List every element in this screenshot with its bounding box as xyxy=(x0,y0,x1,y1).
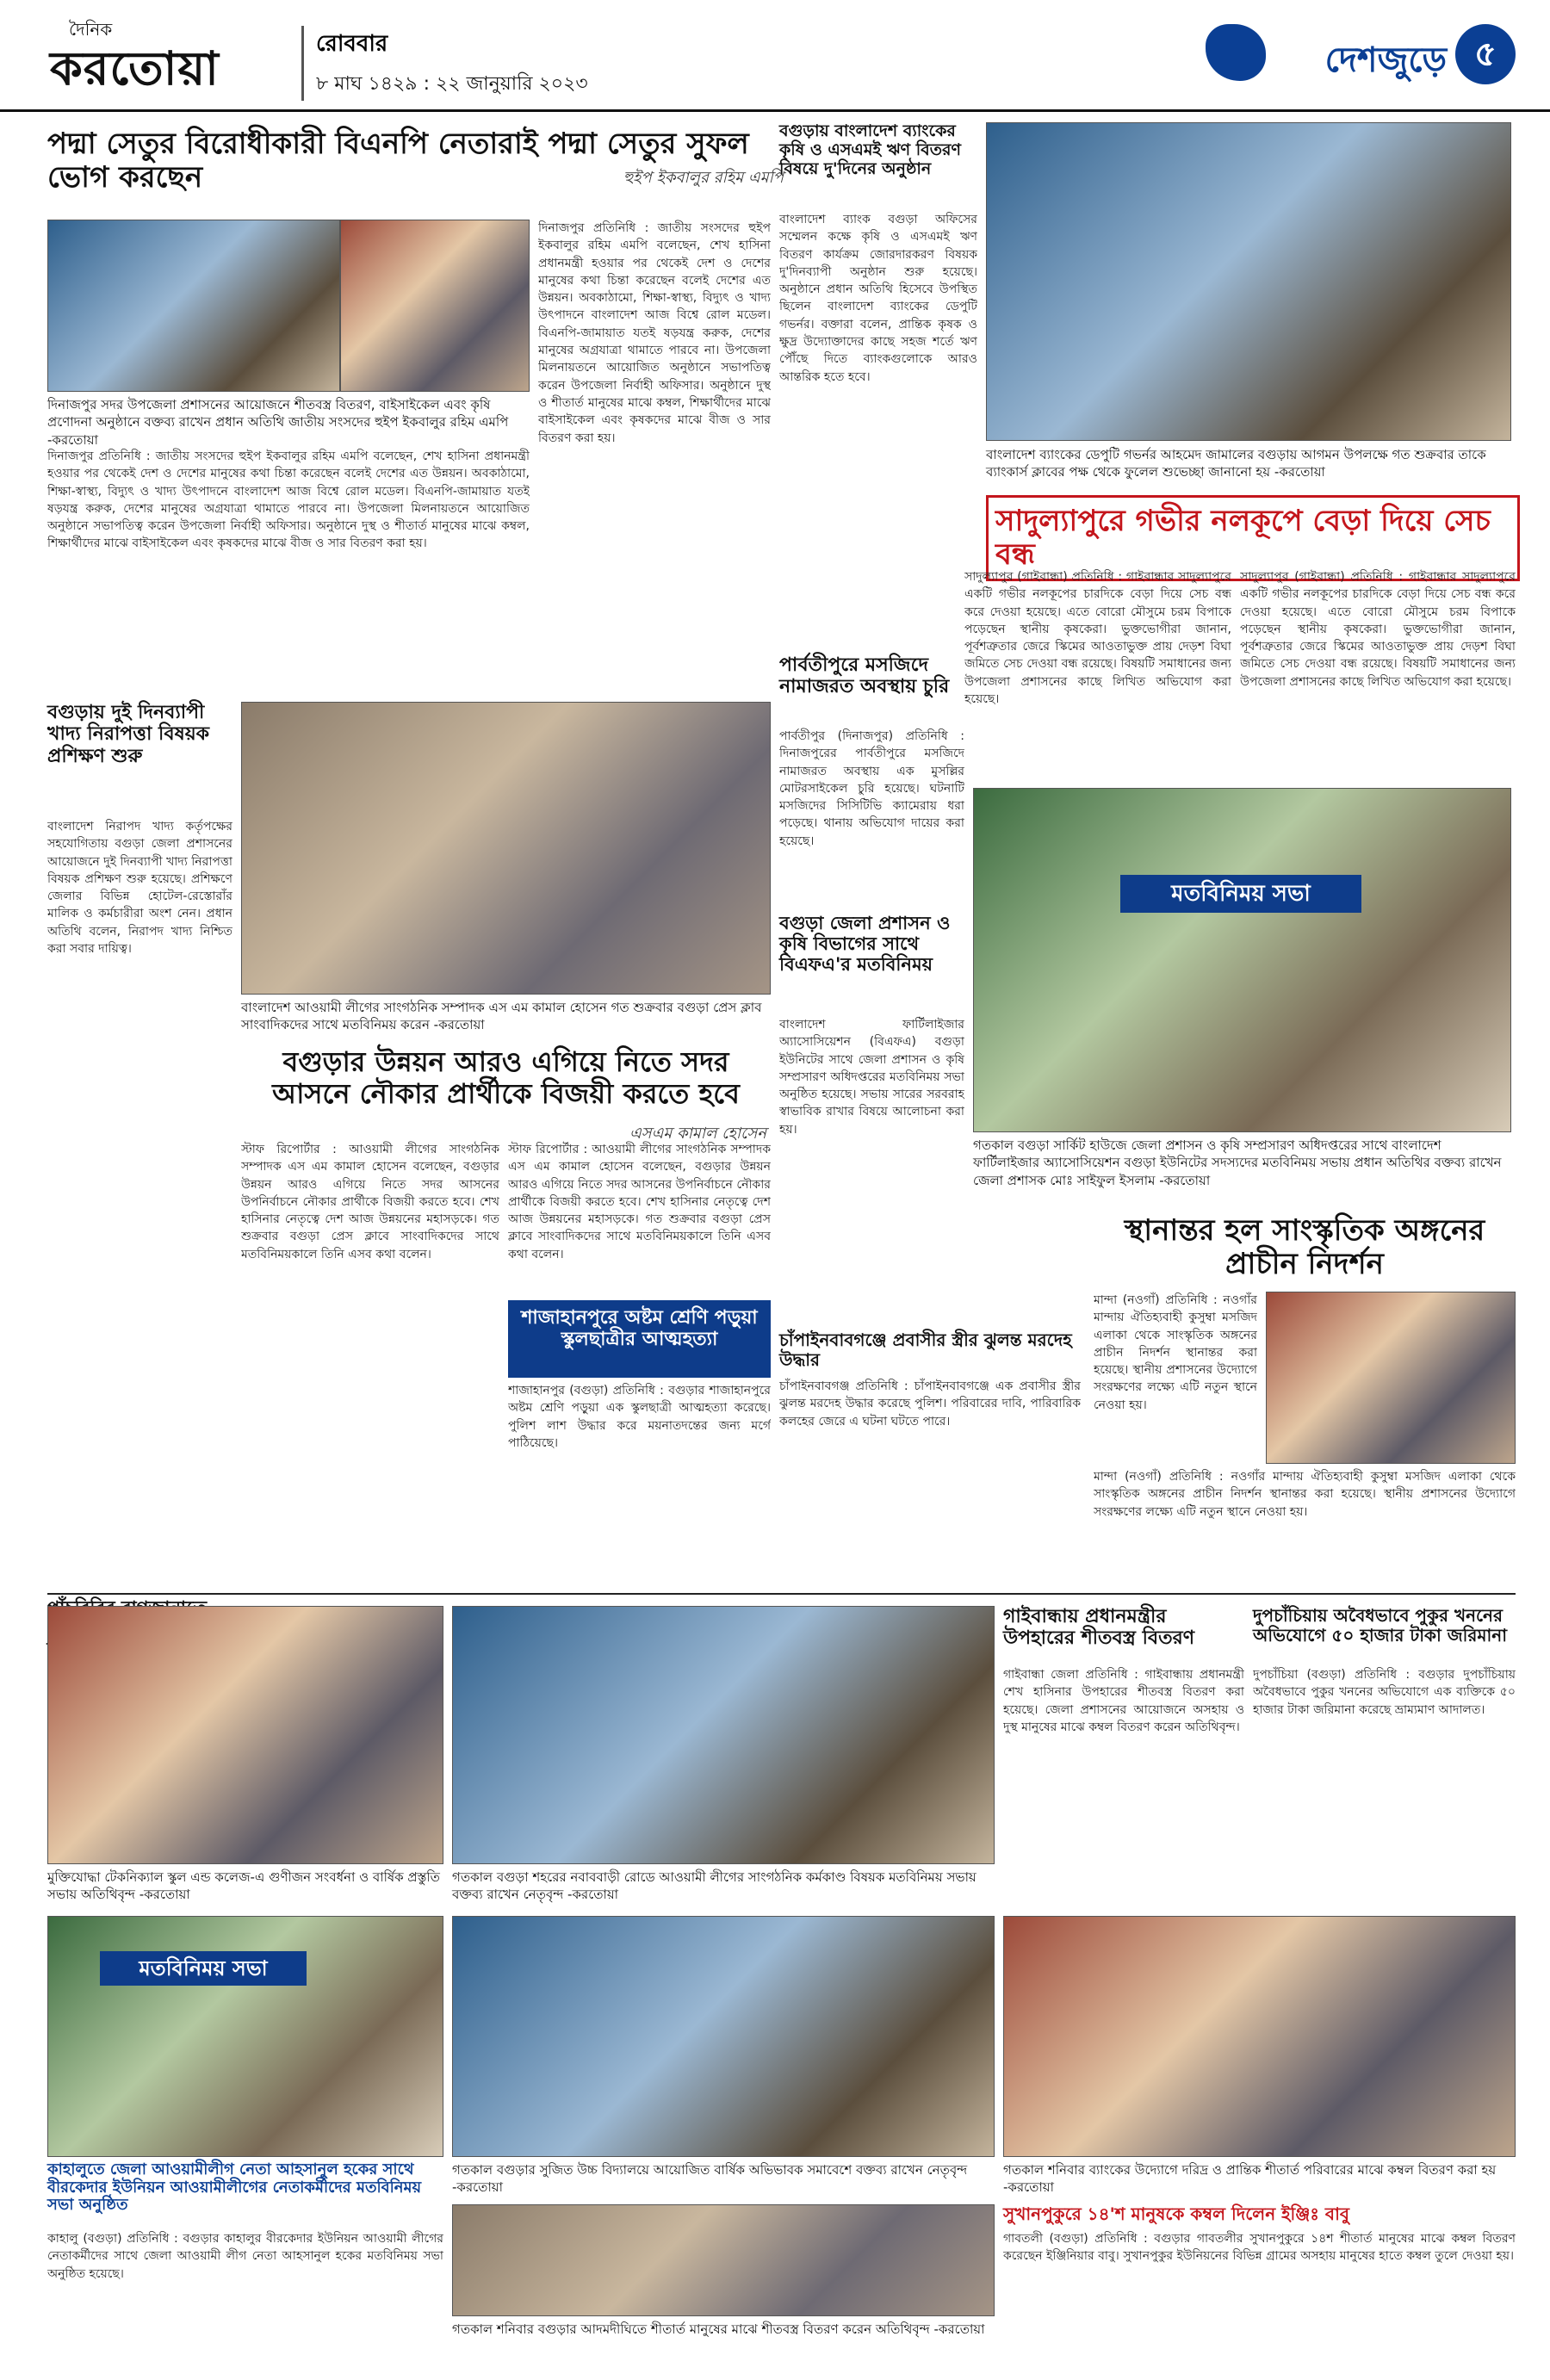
bottom-right-body: গাবতলী (বগুড়া) প্রতিনিধি : বগুড়ার গাবতলীর সুখানপুকুরে ১৪শ শীতার্ত মানুষের মাঝে কম্বল বিতরণ করেছেন ইঞ্জিনিয়ার বাবু। সুখানপুকুর ইউনিয়নের বিভিন্ন গ্রামের অসহায় মানুষের হাতে কম্বল তুলে দেওয়া হয়। xyxy=(1003,2232,1516,2264)
section-divider xyxy=(47,1593,1516,1595)
kamrul-caption: মুক্তিযোদ্ধা টেকনিক্যাল স্কুল এন্ড কলেজ-এ গুণীজন সংবর্ধনা ও বার্ষিক প্রস্তুতি সভায় অতিথিবৃন্দ -করতোয়া xyxy=(47,1869,440,1903)
school-photo xyxy=(452,1916,995,2157)
lead-body: দিনাজপুর প্রতিনিধি : জাতীয় সংসদের হুইপ ইকবালুর রহিম এমপি বলেছেন, শেখ হাসিনা প্রধানমন্ত্রী হওয়ার পর থেকেই দেশ ও দেশের মানুষের কথা চিন্তা করেছেন বলেই দেশের এত উন্নয়ন। অবকাঠামো, শিক্ষা-স্বাস্থ্য, বিদ্যুৎ ও খাদ্য উৎপাদনে বাংলাদেশ আজ বিশ্বে রোল মডেল। বিএনপি-জামায়াত যতই ষড়যন্ত্র করুক, দেশের মানুষের অগ্রযাত্রা থামাতে পারবে না। উপজেলা মিলনায়তনে আয়োজিত অনুষ্ঠানে সভাপতিত্ব করেন উপজেলা নির্বাহী অফিসার। অনুষ্ঠানে দুস্থ ও শীতার্ত মানুষের মাঝে কম্বল, শিক্ষার্থীদের মাঝে বাইসাইকেল এবং কৃষকদের মাঝে বীজ ও সার বিতরণ করা হয়। xyxy=(47,449,530,551)
shajahanpur-body: শাজাহানপুর (বগুড়া) প্রতিনিধি : বগুড়ার শাজাহানপুরে অষ্টম শ্রেণি পড়ুয়া এক স্কুলছাত্রী আত্মহত্যা করেছে। পুলিশ লাশ উদ্ধার করে ময়নাতদন্তের জন্য মর্গে পাঠিয়েছে। xyxy=(508,1384,771,1450)
sadullapur-headline: সাদুল্যাপুরে গভীর নলকূপে বেড়া দিয়ে সেচ বন্ধ xyxy=(986,495,1520,581)
kamal-byline: এসএম কামাল হোসেন xyxy=(629,1125,766,1143)
bank-body: বাংলাদেশ ব্যাংক বগুড়া অফিসের সম্মেলন কক্ষে কৃষি ও এসএমই ঋণ বিতরণ কার্যক্রম জোরদারকরণ বিষয়ক দু'দিনব্যাপী অনুষ্ঠান শুরু হয়েছে। অনুষ্ঠানে প্রধান অতিথি হিসেবে উপস্থিত ছিলেন বাংলাদেশ ব্যাংকের ডেপুটি গভর্নর। বক্তারা বলেন, প্রান্তিক কৃষক ও ক্ষুদ্র উদ্যোক্তাদের কাছে সহজ শর্তে ঋণ পৌঁছে দিতে ব্যাংকগুলোকে আরও আন্তরিক হতে হবে। xyxy=(779,213,977,384)
newspaper-logo-small: দৈনিক xyxy=(69,19,113,40)
lead-byline: হুইপ ইকবালুর রহিম এমপি xyxy=(623,169,784,187)
parbatipur-headline: পার্বতীপুরে মসজিদে নামাজরত অবস্থায় চুরি xyxy=(779,654,950,698)
dhunat-caption: গতকাল বগুড়া শহরের নবাববাড়ী রোডে আওয়ামী লীগের সাংগঠনিক কর্মকাণ্ড বিষয়ক মতবিনিময় সভায় বক্তব্য রাখেন নেতৃবৃন্দ -করতোয়া xyxy=(452,1869,976,1903)
bank-headline: বগুড়ায় বাংলাদেশ ব্যাংকের কৃষি ও এসএমই ঋণ বিতরণ বিষয়ে দু'দিনের অনুষ্ঠান xyxy=(779,121,961,178)
bogura-admin-headline: বগুড়া জেলা প্রশাসন ও কৃষি বিভাগের সাথে বিএফএ'র মতবিনিময় xyxy=(779,912,951,976)
parbatipur-body: পার্বতীপুর (দিনাজপুর) প্রতিনিধি : দিনাজপুরের পার্বতীপুরে মসজিদে নামাজরত অবস্থায় এক মুসল্লির মোটরসাইকেল চুরি হয়েছে। ঘটনাটি মসজিদের সিসিটিভি ক্যামেরায় ধরা পড়েছে। থানায় অভিযোগ দায়ের করা হয়েছে। xyxy=(779,729,964,848)
kamal-body-2: স্টাফ রিপোর্টার : আওয়ামী লীগের সাংগঠনিক সম্পাদক এস এম কামাল হোসেন বলেছেন, বগুড়ার উন্নয়ন আরও এগিয়ে নিতে সদর আসনের উপনির্বাচনে নৌকার প্রার্থীকে বিজয়ী করতে হবে। শেখ হাসিনার নেতৃত্বে দেশ আজ উন্নয়নের মহাসড়কে। গত শুক্রবার বগুড়া প্রেস ক্লাবে সাংবাদিকদের সাথে মতবিনিময়কালে তিনি এসব কথা বলেন। xyxy=(508,1143,771,1261)
lead-caption: দিনাজপুর সদর উপজেলা প্রশাসনের আয়োজনে শীতবস্ত্র বিতরণ, বাইসাইকেল এবং কৃষি প্রণোদনা অনুষ্ঠানে বক্তব্য রাখেন প্রধান অতিথি জাতীয় সংসদের হুইপ ইকবালুর রহিম এমপি -করতোয়া xyxy=(47,397,509,448)
page-number: ৫ xyxy=(1455,24,1516,84)
durgapur-body: দুপচাঁচিয়া (বগুড়া) প্রতিনিধি : বগুড়ার দুপচাঁচিয়ায় অবৈধভাবে পুকুর খননের অভিযোগে এক ব্যক্তিকে ৫০ হাজার টাকা জরিমানা করেছে ভ্রাম্যমাণ আদালত। xyxy=(1253,1668,1516,1717)
press-club-photo xyxy=(241,702,771,995)
blanket-caption: গতকাল শনিবার ব্যাংকের উদ্যোগে দরিদ্র ও প্রান্তিক শীতার্ত পরিবারের মাঝে কম্বল বিতরণ করা হয় -করতোয়া xyxy=(1003,2162,1497,2196)
lead-photo-audience xyxy=(47,220,340,392)
sadullapur-body: সাদুল্যাপুর (গাইবান্ধা) প্রতিনিধি : গাইবান্ধার সাদুল্যাপুরে একটি গভীর নলকূপের চারদিকে বেড়া দিয়ে সেচ বন্ধ করে দেওয়া হয়েছে। এতে বোরো মৌসুমে চরম বিপাকে পড়েছেন স্থানীয় কৃষকেরা। ভুক্তভোগীরা জানান, পূর্বশত্রুতার জেরে স্কিমের আওতাভুক্ত প্রায় দেড়শ বিঘা জমিতে সেচ দেওয়া বন্ধ রয়েছে। বিষয়টি সমাধানের জন্য উপজেলা প্রশাসনের কাছে লিখিত অভিযোগ করা হয়েছে। xyxy=(964,570,1231,707)
section-title: দেশজুড়ে xyxy=(1324,40,1447,80)
kamal-body: স্টাফ রিপোর্টার : আওয়ামী লীগের সাংগঠনিক সম্পাদক এস এম কামাল হোসেন বলেছেন, বগুড়ার উন্নয়ন আরও এগিয়ে নিতে সদর আসনের উপনির্বাচনে নৌকার প্রার্থীকে বিজয়ী করতে হবে। শেখ হাসিনার নেতৃত্বে দেশ আজ উন্নয়নের মহাসড়কে। গত শুক্রবার বগুড়া প্রেস ক্লাবে সাংবাদিকদের সাথে মতবিনিময়কালে তিনি এসব কথা বলেন। xyxy=(241,1143,499,1261)
kamal-headline: বগুড়ার উন্নয়ন আরও এগিয়ে নিতে সদর আসনে নৌকার প্রার্থীকে বিজয়ী করতে হবে xyxy=(272,1045,740,1110)
bogura-admin-body: বাংলাদেশ ফার্টিলাইজার অ্যাসোসিয়েশন (বিএফএ) বগুড়া ইউনিটের সাথে জেলা প্রশাসন ও কৃষি সম্প্রসারণ অধিদপ্তরের মতবিনিময় সভা অনুষ্ঠিত হয়েছে। সভায় সারের সরবরাহ স্বাভাবিক রাখার বিষয়ে আলোচনা করা হয়। xyxy=(779,1018,964,1137)
blanket-photo xyxy=(1003,1916,1516,2157)
durgapur-headline: দুপচাঁচিয়ায় অবৈধভাবে পুকুর খননের অভিযোগে ৫০ হাজার টাকা জরিমানা xyxy=(1253,1605,1508,1646)
naogaon-body: মান্দা (নওগাঁ) প্রতিনিধি : নওগাঁর মান্দায় ঐতিহ্যবাহী কুসুম্বা মসজিদ এলাকা থেকে সাংস্কৃতিক অঙ্গনের প্রাচীন নিদর্শন স্থানান্তর করা হয়েছে। স্থানীয় প্রশাসনের উদ্যোগে সংরক্ষণের লক্ষ্যে এটি নতুন স্থানে নেওয়া হয়। xyxy=(1094,1293,1257,1412)
food-safety-body: বাংলাদেশ নিরাপদ খাদ্য কর্তৃপক্ষের সহযোগিতায় বগুড়া জেলা প্রশাসনের আয়োজনে দুই দিনব্যাপী খাদ্য নিরাপত্তা বিষয়ক প্রশিক্ষণ শুরু হয়েছে। প্রশিক্ষণে জেলার বিভিন্ন হোটেল-রেস্তোরাঁর মালিক ও কর্মচারীরা অংশ নেন। প্রধান অতিথি বলেন, নিরাপদ খাদ্য নিশ্চিত করা সবার দায়িত্ব। xyxy=(47,820,232,957)
school-caption: গতকাল বগুড়ার সুজিত উচ্চ বিদ্যালয়ে আয়োজিত বার্ষিক অভিভাবক সমাবেশে বক্তব্য রাখেন নেতৃবৃন্দ -করতোয়া xyxy=(452,2162,968,2196)
food-safety-headline: বগুড়ায় দুই দিনব্যাপী খাদ্য নিরাপত্তা বিষয়ক প্রশিক্ষণ শুরু xyxy=(47,701,210,767)
chapai-body: চাঁপাইনবাবগঞ্জ প্রতিনিধি : চাঁপাইনবাবগঞ্জে এক প্রবাসীর স্ত্রীর ঝুলন্ত মরদেহ উদ্ধার করেছে পুলিশ। পরিবারের দাবি, পারিবারিক কলহের জেরে এ ঘটনা ঘটতে পারে। xyxy=(779,1379,1081,1429)
gaibandha-headline: গাইবান্ধায় প্রধানমন্ত্রীর উপহারের শীতবস্ত্র বিতরণ xyxy=(1003,1605,1195,1650)
bottom-right-headline: সুখানপুকুরে ১৪'শ মানুষকে কম্বল দিলেন ইঞ্জিঃ বাবু xyxy=(1003,2203,1349,2224)
lead-headline: পদ্মা সেতুর বিরোধীকারী বিএনপি নেতারাই পদ্মা সেতুর সুফল ভোগ করছেন xyxy=(47,127,749,195)
day-name: রোববার xyxy=(316,31,388,57)
newspaper-logo: করতোয়া xyxy=(50,40,220,96)
gaibandha-body: গাইবান্ধা জেলা প্রতিনিধি : গাইবান্ধায় প্রধানমন্ত্রী শেখ হাসিনার উপহারের শীতবস্ত্র বিতরণ করা হয়েছে। জেলা প্রশাসনের আয়োজনে অসহায় ও দুস্থ মানুষের মাঝে কম্বল বিতরণ করেন অতিথিবৃন্দ। xyxy=(1003,1668,1244,1734)
bangladesh-map-icon xyxy=(1206,24,1266,81)
date-text: ৮ মাঘ ১৪২৯ : ২২ জানুয়ারি ২০২৩ xyxy=(316,73,588,95)
kahalu-headline: কাহালুতে জেলা আওয়ামীলীগ নেতা আহসানুল হকের সাথে বীরকেদার ইউনিয়ন আওয়ামীলীগের নেতাকর্মীদের মতবিনিময় সভা অনুষ্ঠিত xyxy=(47,2160,422,2215)
date-box xyxy=(301,26,588,101)
kahalu-photo xyxy=(47,1916,443,2157)
naogaon-body-2: মান্দা (নওগাঁ) প্রতিনিধি : নওগাঁর মান্দায় ঐতিহ্যবাহী কুসুম্বা মসজিদ এলাকা থেকে সাংস্কৃতিক অঙ্গনের প্রাচীন নিদর্শন স্থানান্তর করা হয়েছে। স্থানীয় প্রশাসনের উদ্যোগে সংরক্ষণের লক্ষ্যে এটি নতুন স্থানে নেওয়া হয়। xyxy=(1094,1470,1516,1519)
naogaon-photo xyxy=(1266,1292,1516,1464)
shajahanpur-headline: শাজাহানপুরে অষ্টম শ্রেণি পড়ুয়া স্কুলছাত্রীর আত্মহত্যা xyxy=(521,1306,758,1351)
bogura-admin-photo xyxy=(973,788,1511,1132)
naogaon-headline: স্থানান্তর হল সাংস্কৃতিক অঙ্গনের প্রাচীন নিদর্শন xyxy=(1124,1213,1485,1282)
masthead xyxy=(0,0,1550,112)
dhunat-photo xyxy=(452,1606,995,1864)
bottom-caption: গতকাল শনিবার বগুড়ার আদমদীঘিতে শীতার্ত মানুষের মাঝে শীতবস্ত্র বিতরণ করেন অতিথিবৃন্দ -করতোয়া xyxy=(452,2321,985,2337)
bogura-admin-caption: গতকাল বগুড়া সার্কিট হাউজে জেলা প্রশাসন ও কৃষি সম্প্রসারণ অধিদপ্তরের সাথে বাংলাদেশ ফার্টিলাইজার অ্যাসোসিয়েশন বগুড়া ইউনিটের সদস্যদের মতবিনিময় সভায় প্রধান অতিথির বক্তব্য রাখেন জেলা প্রশাসক মোঃ সাইফুল ইসলাম -করতোয়া xyxy=(973,1137,1502,1188)
chapai-headline: চাঁপাইনবাবগঞ্জে প্রবাসীর স্ত্রীর ঝুলন্ত মরদেহ উদ্ধার xyxy=(779,1329,1072,1370)
bank-caption: বাংলাদেশ ব্যাংকের ডেপুটি গভর্নর আহমেদ জামালের বগুড়ায় আগমন উপলক্ষে গত শুক্রবার তাকে ব্যাংকার্স ক্লাবের পক্ষ থেকে ফুলেল শুভেচ্ছা জানানো হয় -করতোয়া xyxy=(986,447,1486,480)
bogura-admin-banner: মতবিনিময় সভা xyxy=(1120,875,1361,913)
kahalu-body: কাহালু (বগুড়া) প্রতিনিধি : বগুড়ার কাহালুর বীরকেদার ইউনিয়ন আওয়ামী লীগের নেতাকর্মীদের সাথে জেলা আওয়ামী লীগ নেতা আহসানুল হকের মতবিনিময় সভা অনুষ্ঠিত হয়েছে। xyxy=(47,2232,443,2281)
press-club-caption: বাংলাদেশ আওয়ামী লীগের সাংগঠনিক সম্পাদক এস এম কামাল হোসেন গত শুক্রবার বগুড়া প্রেস ক্লাব সাংবাদিকদের সাথে মতবিনিময় করেন -করতোয়া xyxy=(241,1000,762,1033)
bank-photo xyxy=(986,122,1511,441)
kahalu-banner: মতবিনিময় সভা xyxy=(100,1951,307,1986)
sadullapur-body-2: সাদুল্যাপুর (গাইবান্ধা) প্রতিনিধি : গাইবান্ধার সাদুল্যাপুরে একটি গভীর নলকূপের চারদিকে বেড়া দিয়ে সেচ বন্ধ করে দেওয়া হয়েছে। এতে বোরো মৌসুমে চরম বিপাকে পড়েছেন স্থানীয় কৃষকেরা। ভুক্তভোগীরা জানান, পূর্বশত্রুতার জেরে স্কিমের আওতাভুক্ত প্রায় দেড়শ বিঘা জমিতে সেচ দেওয়া বন্ধ রয়েছে। বিষয়টি সমাধানের জন্য উপজেলা প্রশাসনের কাছে লিখিত অভিযোগ করা হয়েছে। xyxy=(1240,570,1516,689)
lead-body-right: দিনাজপুর প্রতিনিধি : জাতীয় সংসদের হুইপ ইকবালুর রহিম এমপি বলেছেন, শেখ হাসিনা প্রধানমন্ত্রী হওয়ার পর থেকেই দেশ ও দেশের মানুষের কথা চিন্তা করেছেন বলেই দেশের এত উন্নয়ন। অবকাঠামো, শিক্ষা-স্বাস্থ্য, বিদ্যুৎ ও খাদ্য উৎপাদনে বাংলাদেশ আজ বিশ্বে রোল মডেল। বিএনপি-জামায়াত যতই ষড়যন্ত্র করুক, দেশের মানুষের অগ্রযাত্রা থামাতে পারবে না। উপজেলা মিলনায়তনে আয়োজিত অনুষ্ঠানে সভাপতিত্ব করেন উপজেলা নির্বাহী অফিসার। অনুষ্ঠানে দুস্থ ও শীতার্ত মানুষের মাঝে কম্বল, শিক্ষার্থীদের মাঝে বাইসাইকেল এবং কৃষকদের মাঝে বীজ ও সার বিতরণ করা হয়। xyxy=(538,221,771,445)
kamrul-photo xyxy=(47,1606,443,1864)
lead-photo-speaker xyxy=(340,220,530,392)
bottom-photo xyxy=(452,2204,995,2316)
shajahanpur-banner xyxy=(508,1300,771,1378)
